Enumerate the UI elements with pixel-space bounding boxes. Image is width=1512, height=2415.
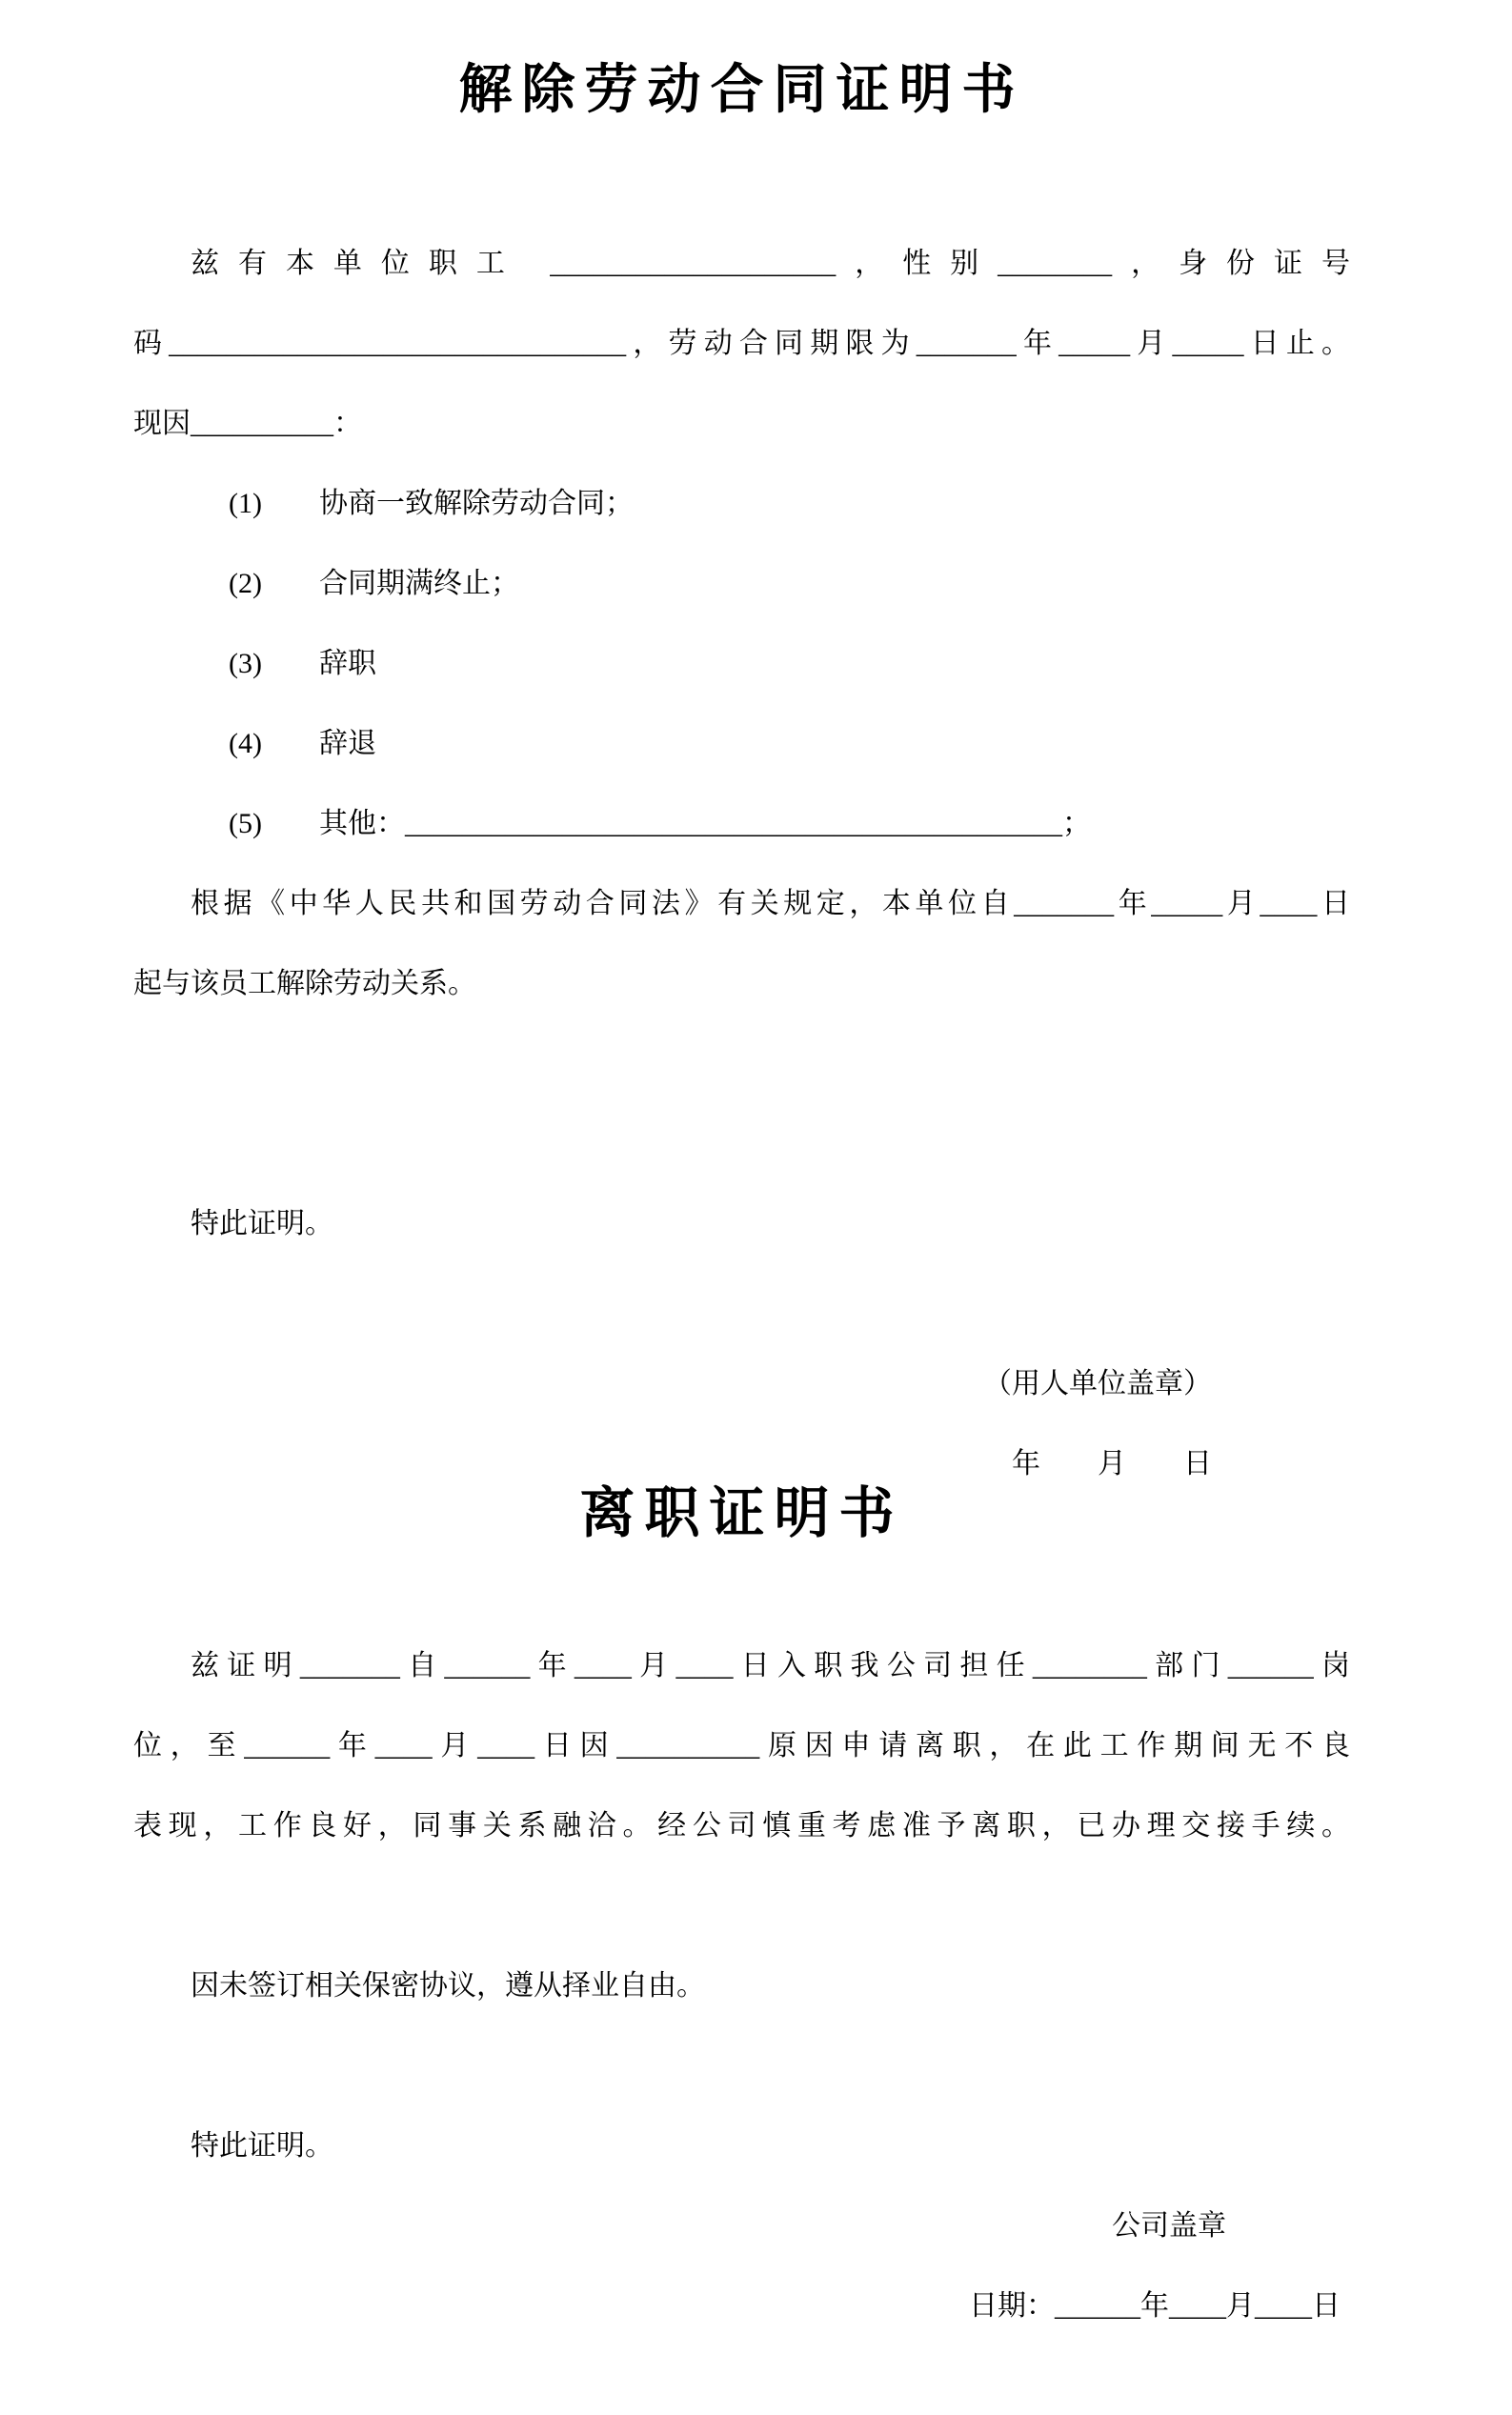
employer-seal-note: （用人单位盖章） [983, 1368, 1212, 1399]
sign-date-line: 年 月 日 [1012, 1448, 1212, 1479]
intro-line-1: 兹证明_______自______年____月____日入职我公司担任________部门______岗 [191, 1650, 1350, 1681]
company-seal-note: 公司盖章 [1112, 2210, 1226, 2242]
non-disclosure-statement: 因未签订相关保密协议，遵从择业自由。 [191, 1970, 705, 2002]
hereby-certify-statement: 特此证明。 [191, 1208, 333, 1239]
sign-date-line: 日期：______年____月____日 [969, 2290, 1341, 2322]
reason-option-4: (4) 辞退 [229, 728, 376, 759]
intro-line-1: 兹有本单位职工 ____________________，性别________，身份证号 [191, 248, 1350, 279]
termination-certificate-body [133, 224, 1350, 1504]
reason-option-3: (3) 辞职 [229, 648, 376, 679]
reason-option-2: (2) 合同期满终止； [229, 568, 519, 599]
spacer [133, 1264, 1350, 1344]
termination-certificate-title: 解除劳动合同证明书 [458, 61, 1025, 120]
resignation-certificate-title: 离职证明书 [579, 1482, 904, 1544]
reason-option-5: (5) 其他：______________________________________________； [229, 808, 1091, 839]
intro-line-2: 码________________________________，劳动合同期限为_______年_____月_____日止。 [133, 328, 1350, 359]
legal-basis-line-2: 起与该员工解除劳动关系。 [133, 968, 476, 999]
hereby-certify-statement: 特此证明。 [191, 2130, 333, 2162]
intro-line-3: 表现，工作良好，同事关系融洽。经公司慎重考虑准予离职，已办理交接手续。 [133, 1810, 1350, 1841]
reason-option-1: (1) 协商一致解除劳动合同； [229, 488, 634, 519]
spacer [133, 1024, 1350, 1104]
spacer [133, 2026, 1350, 2106]
spacer [133, 1104, 1350, 1184]
legal-basis-line-1: 根据《中华人民共和国劳动合同法》有关规定，本单位自_______年_____月____日 [191, 888, 1350, 919]
intro-line-2: 位，至______年____月____日因__________原因申请离职，在此工作期间无不良 [133, 1730, 1350, 1761]
resignation-certificate-body [133, 1626, 1350, 2346]
spacer [133, 1866, 1350, 1946]
reason-prompt: 现因__________： [133, 408, 362, 439]
